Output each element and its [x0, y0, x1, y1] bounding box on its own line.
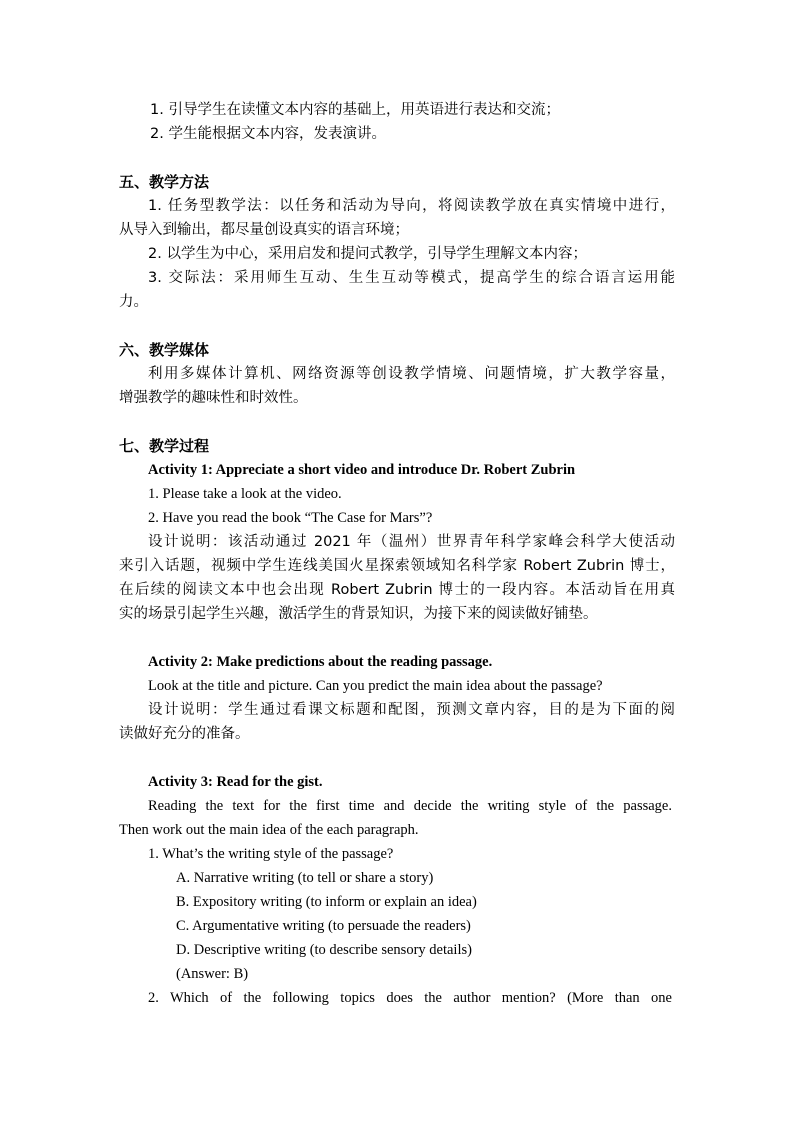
option-c: C. Argumentative writing (to persuade the readers) — [176, 918, 471, 934]
activity-1-note-line-3: 在后续的阅读文本中也会出现 Robert Zubrin 博士的一段内容。本活动旨在用真 — [119, 582, 675, 598]
objective-2: 2. 学生能根据文本内容，发表演讲。 — [150, 126, 386, 142]
method-line-2: 从导入到输出，都尽量创设真实的语言环境； — [119, 222, 409, 238]
option-d: D. Descriptive writing (to describe sensory details) — [176, 942, 472, 958]
section-heading-process: 七、教学过程 — [119, 437, 210, 455]
activity-1-question-2: 2. Have you read the book “The Case for Mars”? — [148, 510, 433, 526]
answer-text: (Answer: B) — [176, 966, 249, 982]
activity-1-note-line-2: 来引入话题，视频中学生连线美国火星探索领域知名科学家 Robert Zubrin 博士， — [119, 558, 675, 574]
activity-1-note-line-4: 实的场景引起学生兴趣，激活学生的背景知识，为接下来的阅读做好铺垫。 — [119, 606, 598, 622]
activity-1-title: Activity 1: Appreciate a short video and introduce Dr. Robert Zubrin — [148, 462, 576, 478]
activity-2-question: Look at the title and picture. Can you predict the main idea about the passage? — [148, 678, 603, 694]
method-line-4: 3. 交际法：采用师生互动、生生互动等模式，提高学生的综合语言运用能 — [148, 270, 675, 286]
activity-3-intro-line-1: Reading the text for the first time and decide the writing style of the passage. — [148, 798, 672, 814]
media-line-1: 利用多媒体计算机、网络资源等创设教学情境、问题情境，扩大教学容量， — [148, 366, 675, 382]
activity-2-note-line-1: 设计说明：学生通过看课文标题和配图，预测文章内容，目的是为下面的阅 — [148, 702, 675, 718]
method-line-1: 1. 任务型教学法：以任务和活动为导向，将阅读教学放在真实情境中进行， — [148, 198, 675, 214]
section-heading-media: 六、教学媒体 — [119, 341, 210, 359]
activity-2-note-line-2: 读做好充分的准备。 — [119, 726, 250, 742]
activity-3-intro-line-2: Then work out the main idea of the each paragraph. — [119, 822, 419, 838]
method-line-3: 2. 以学生为中心，采用启发和提问式教学，引导学生理解文本内容； — [148, 246, 587, 262]
objective-1: 1. 引导学生在读懂文本内容的基础上，用英语进行表达和交流； — [150, 102, 560, 118]
activity-3-question-2: 2. Which of the following topics does the author mention? (More than one — [148, 990, 672, 1006]
option-b: B. Expository writing (to inform or explain an idea) — [176, 894, 477, 910]
activity-3-question-1: 1. What’s the writing style of the passage? — [148, 846, 394, 862]
media-line-2: 增强教学的趣味性和时效性。 — [119, 390, 308, 406]
activity-2-title: Activity 2: Make predictions about the reading passage. — [148, 654, 493, 670]
method-line-5: 力。 — [119, 294, 148, 310]
activity-3-title: Activity 3: Read for the gist. — [148, 774, 323, 790]
activity-1-note-line-1: 设计说明：该活动通过 2021 年（温州）世界青年科学家峰会科学大使活动 — [148, 534, 675, 550]
option-a: A. Narrative writing (to tell or share a story) — [176, 870, 434, 886]
section-heading-methods: 五、教学方法 — [119, 173, 210, 191]
activity-1-question-1: 1. Please take a look at the video. — [148, 486, 342, 502]
